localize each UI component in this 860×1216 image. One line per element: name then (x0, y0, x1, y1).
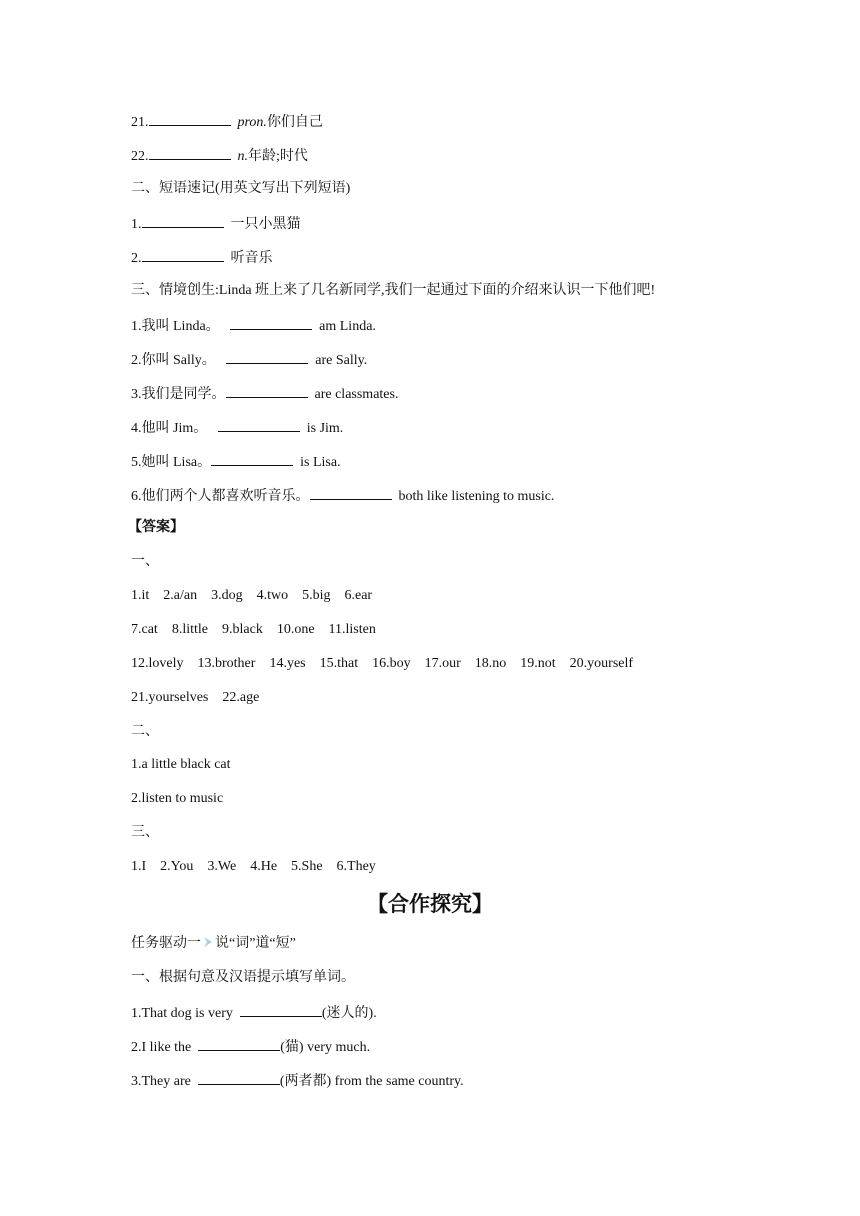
answer-blank[interactable] (142, 213, 224, 228)
answer-blank[interactable] (198, 1070, 280, 1085)
answers-row-3 (131, 654, 647, 674)
meaning: 一只小黑猫 (230, 217, 301, 232)
answer-item: 3.We (207, 859, 237, 874)
item-prompt: 3.我们是同学。 (131, 387, 226, 402)
answer-blank[interactable] (198, 1036, 280, 1051)
item-sentence: is Lisa. (300, 455, 341, 470)
answer-blank[interactable] (226, 349, 308, 364)
item-prompt: 5.她叫 Lisa。 (131, 455, 212, 470)
scenario-item-2 (131, 349, 367, 371)
answer-item: 1.I (131, 859, 147, 874)
item-hint: (迷人的). (321, 1006, 377, 1021)
answer-item: 14.yes (269, 656, 306, 671)
task-driver-line (131, 934, 296, 954)
answer-item: 8.little (171, 622, 208, 637)
answer-item: 18.no (474, 656, 507, 671)
answers-part-2-label: 二、 (131, 724, 159, 739)
answer-item: 4.two (256, 588, 289, 603)
answer-item: 7.cat (131, 622, 158, 637)
answer-blank[interactable] (149, 145, 231, 160)
answer-item: 5.She (291, 859, 323, 874)
item-sentence: both like listening to music. (398, 489, 555, 504)
answer-item: 16.boy (372, 656, 411, 671)
scenario-item-5 (131, 451, 341, 473)
item-hint: (猫) very much. (280, 1040, 371, 1055)
answer-blank[interactable] (142, 247, 224, 262)
answer-blank[interactable] (310, 485, 392, 500)
answer-item: 22.age (222, 690, 260, 705)
phrase-item-1 (131, 213, 301, 235)
meaning: 你们自己 (266, 115, 323, 130)
item-sentence: 3.They are (131, 1074, 191, 1089)
task-title: 说“词”道“短” (215, 936, 296, 951)
section-3-title: 三、情境创生:Linda 班上来了几名新同学,我们一起通过下面的介绍来认识一下他们吧! (131, 283, 656, 298)
answer-item: 17.our (424, 656, 461, 671)
answers-part-2-line-1: 1.a little black cat (131, 757, 231, 772)
coop-item-3 (131, 1070, 464, 1092)
item-prompt: 4.他叫 Jim。 (131, 421, 208, 436)
answers-title: 【答案】 (128, 520, 184, 535)
meaning: 年龄;时代 (248, 149, 308, 164)
scenario-item-6 (131, 485, 554, 507)
coop-item-2 (131, 1036, 370, 1058)
answer-item: 15.that (319, 656, 359, 671)
item-prompt: 2.你叫 Sally。 (131, 353, 216, 368)
answer-item: 6.ear (344, 588, 373, 603)
item-sentence: is Jim. (306, 421, 344, 436)
answer-blank[interactable] (218, 417, 300, 432)
coop-item-1 (131, 1002, 377, 1024)
section-heading: 【合作探究】 (367, 892, 493, 916)
answer-blank[interactable] (149, 111, 231, 126)
item-number: 22. (131, 149, 149, 164)
item-prompt: 6.他们两个人都喜欢听音乐。 (131, 489, 310, 504)
answer-item: 2.You (160, 859, 194, 874)
section-2-title: 二、短语速记(用英文写出下列短语) (131, 181, 351, 196)
answers-part-3-row (131, 857, 390, 877)
answer-item: 5.big (302, 588, 331, 603)
answers-row-4 (131, 688, 273, 708)
task-label: 任务驱动一 (131, 936, 201, 951)
answer-blank[interactable] (226, 383, 308, 398)
answer-item: 21.yourselves (131, 690, 209, 705)
item-number: 21. (131, 115, 149, 130)
answer-item: 4.He (250, 859, 278, 874)
vocab-item-22 (131, 145, 308, 167)
answer-item: 10.one (276, 622, 315, 637)
item-number: 1. (131, 217, 142, 232)
answers-row-1 (131, 586, 386, 606)
item-sentence: am Linda. (319, 319, 376, 334)
answer-item: 1.it (131, 588, 150, 603)
arrow-right-icon (202, 936, 214, 948)
answers-part-2-line-2: 2.listen to music (131, 791, 224, 806)
item-prompt: 1.我叫 Linda。 (131, 319, 220, 334)
item-hint: (两者都) from the same country. (279, 1074, 464, 1089)
answer-blank[interactable] (230, 315, 312, 330)
coop-instruction: 一、根据句意及汉语提示填写单词。 (131, 970, 355, 985)
item-sentence: 1.That dog is very (131, 1006, 233, 1021)
answer-blank[interactable] (240, 1002, 322, 1017)
meaning: 听音乐 (230, 251, 273, 266)
item-sentence: are classmates. (314, 387, 399, 402)
phrase-item-2 (131, 247, 273, 269)
answer-item: 12.lovely (131, 656, 184, 671)
scenario-item-4 (131, 417, 343, 439)
answers-part-1-label: 一、 (131, 554, 159, 569)
item-number: 2. (131, 251, 142, 266)
part-of-speech: n. (237, 149, 248, 164)
answer-item: 20.yourself (569, 656, 634, 671)
item-sentence: 2.I like the (131, 1040, 192, 1055)
item-sentence: are Sally. (315, 353, 368, 368)
part-of-speech: pron. (237, 115, 267, 130)
scenario-item-3 (131, 383, 398, 405)
answers-row-2 (131, 620, 390, 640)
answers-part-3-label: 三、 (131, 825, 159, 840)
answer-item: 3.dog (211, 588, 243, 603)
answer-item: 6.They (336, 859, 376, 874)
answer-item: 19.not (520, 656, 556, 671)
scenario-item-1 (131, 315, 376, 337)
answer-item: 13.brother (197, 656, 256, 671)
answer-item: 2.a/an (163, 588, 198, 603)
answer-item: 9.black (222, 622, 263, 637)
vocab-item-21 (131, 111, 323, 133)
answer-blank[interactable] (211, 451, 293, 466)
answer-item: 11.listen (328, 622, 376, 637)
